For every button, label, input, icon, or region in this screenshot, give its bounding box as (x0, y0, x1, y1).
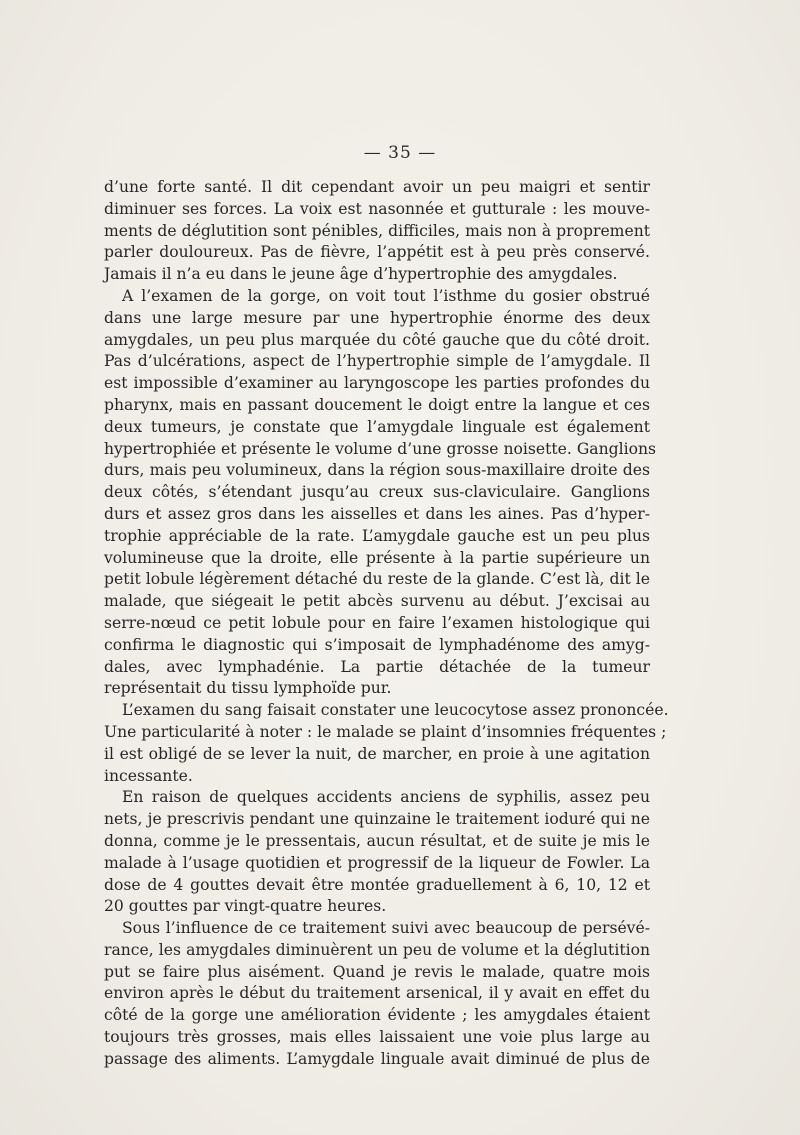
text-line: serre-nœud ce petit lobule pour en faire l’examen histologique qui (104, 613, 650, 632)
paragraph (104, 700, 669, 787)
text-line: malade, que siégeait le petit abcès survenu au début. J’excisai au (104, 592, 650, 611)
paragraph (104, 918, 650, 1071)
text-line: durs, mais peu volumineux, dans la région sous-maxillaire droite des (104, 461, 650, 480)
text-line: malade à l’usage quotidien et progressif de la liqueur de Fowler. La (104, 853, 650, 872)
text-line: rance, les amygdales diminuèrent un peu de volume et la déglutition (104, 940, 650, 959)
text-line: hypertrophiée et présente le volume d’une grosse noisette. Ganglions (104, 439, 657, 458)
text-line: représentait du tissu lymphoïde pur. (104, 679, 392, 698)
text-line: put se faire plus aisément. Quand je revis le malade, quatre mois (104, 962, 650, 981)
text-line: volumineuse que la droite, elle présente à la partie supérieure un (104, 548, 650, 567)
text-line: amygdales, un peu plus marquée du côté gauche que du côté droit. (104, 330, 650, 349)
text-line: nets, je prescrivis pendant une quinzaine le traitement ioduré qui ne (104, 810, 650, 829)
text-line: environ après le début du traitement arsenical, il y avait en effet du (104, 984, 650, 1003)
text-line: deux côtés, s’étendant jusqu’au creux sus-claviculaire. Ganglions (104, 483, 650, 502)
text-line: Une particularité à noter : le malade se plaint d’insomnies fréquentes ; (104, 722, 667, 741)
text-line: Sous l’influence de ce traitement suivi avec beaucoup de persévé- (122, 919, 650, 938)
text-line: ments de déglutition sont pénibles, difficiles, mais non à proprement (104, 221, 650, 240)
text-line: donna, comme je le pressentais, aucun résultat, et de suite je mis le (104, 831, 650, 850)
text-line: Jamais il n’a eu dans le jeune âge d’hypertrophie des amygdales. (104, 265, 618, 284)
text-line: incessante. (104, 766, 193, 785)
text-line: deux tumeurs, je constate que l’amygdale linguale est également (104, 417, 650, 436)
body-text (104, 177, 669, 1071)
text-line: passage des aliments. L’amygdale linguale avait diminué de plus de (104, 1049, 650, 1068)
text-line: durs et assez gros dans les aisselles et dans les aines. Pas d’hyper- (104, 504, 650, 523)
paragraph (104, 286, 657, 700)
text-line: pharynx, mais en passant doucement le doigt entre la langue et ces (104, 395, 650, 414)
text-line: L’examen du sang faisait constater une leucocytose assez prononcée. (122, 701, 669, 720)
text-line: toujours très grosses, mais elles laissaient une voie plus large au (104, 1028, 650, 1047)
text-line: Pas d’ulcérations, aspect de l’hypertrophie simple de l’amygdale. Il (104, 352, 650, 371)
text-line: côté de la gorge une amélioration évidente ; les amygdales étaient (104, 1006, 650, 1025)
page-number: — 35 — (363, 143, 437, 163)
text-line: est impossible d’examiner au laryngoscope les parties profondes du (104, 374, 650, 393)
text-line: il est obligé de se lever la nuit, de marcher, en proie à une agitation (104, 744, 650, 763)
text-line: dose de 4 gouttes devait être montée graduellement à 6, 10, 12 et (104, 875, 650, 894)
text-line: dans une large mesure par une hypertrophie énorme des deux (104, 308, 650, 327)
text-line: 20 gouttes par vingt-quatre heures. (104, 897, 387, 916)
text-line: parler douloureux. Pas de fièvre, l’appétit est à peu près conservé. (104, 243, 650, 262)
text-line: petit lobule légèrement détaché du reste de la glande. C’est là, dit le (104, 570, 650, 589)
text-line: d’une forte santé. Il dit cependant avoir un peu maigri et sentir (104, 178, 650, 196)
text-line: dales, avec lymphadénie. La partie détachée de la tumeur (104, 657, 650, 676)
paragraph (104, 787, 650, 918)
text-line: trophie appréciable de la rate. L’amygdale gauche est un peu plus (104, 526, 650, 545)
text-line: En raison de quelques accidents anciens de syphilis, assez peu (122, 788, 650, 807)
text-line: diminuer ses forces. La voix est nasonnée et gutturale : les mouve- (104, 199, 650, 218)
paragraph (104, 177, 650, 286)
text-line: A l’examen de la gorge, on voit tout l’isthme du gosier obstrué (122, 286, 650, 305)
text-line: confirma le diagnostic qui s’imposait de lymphadénome des amyg- (104, 635, 650, 654)
